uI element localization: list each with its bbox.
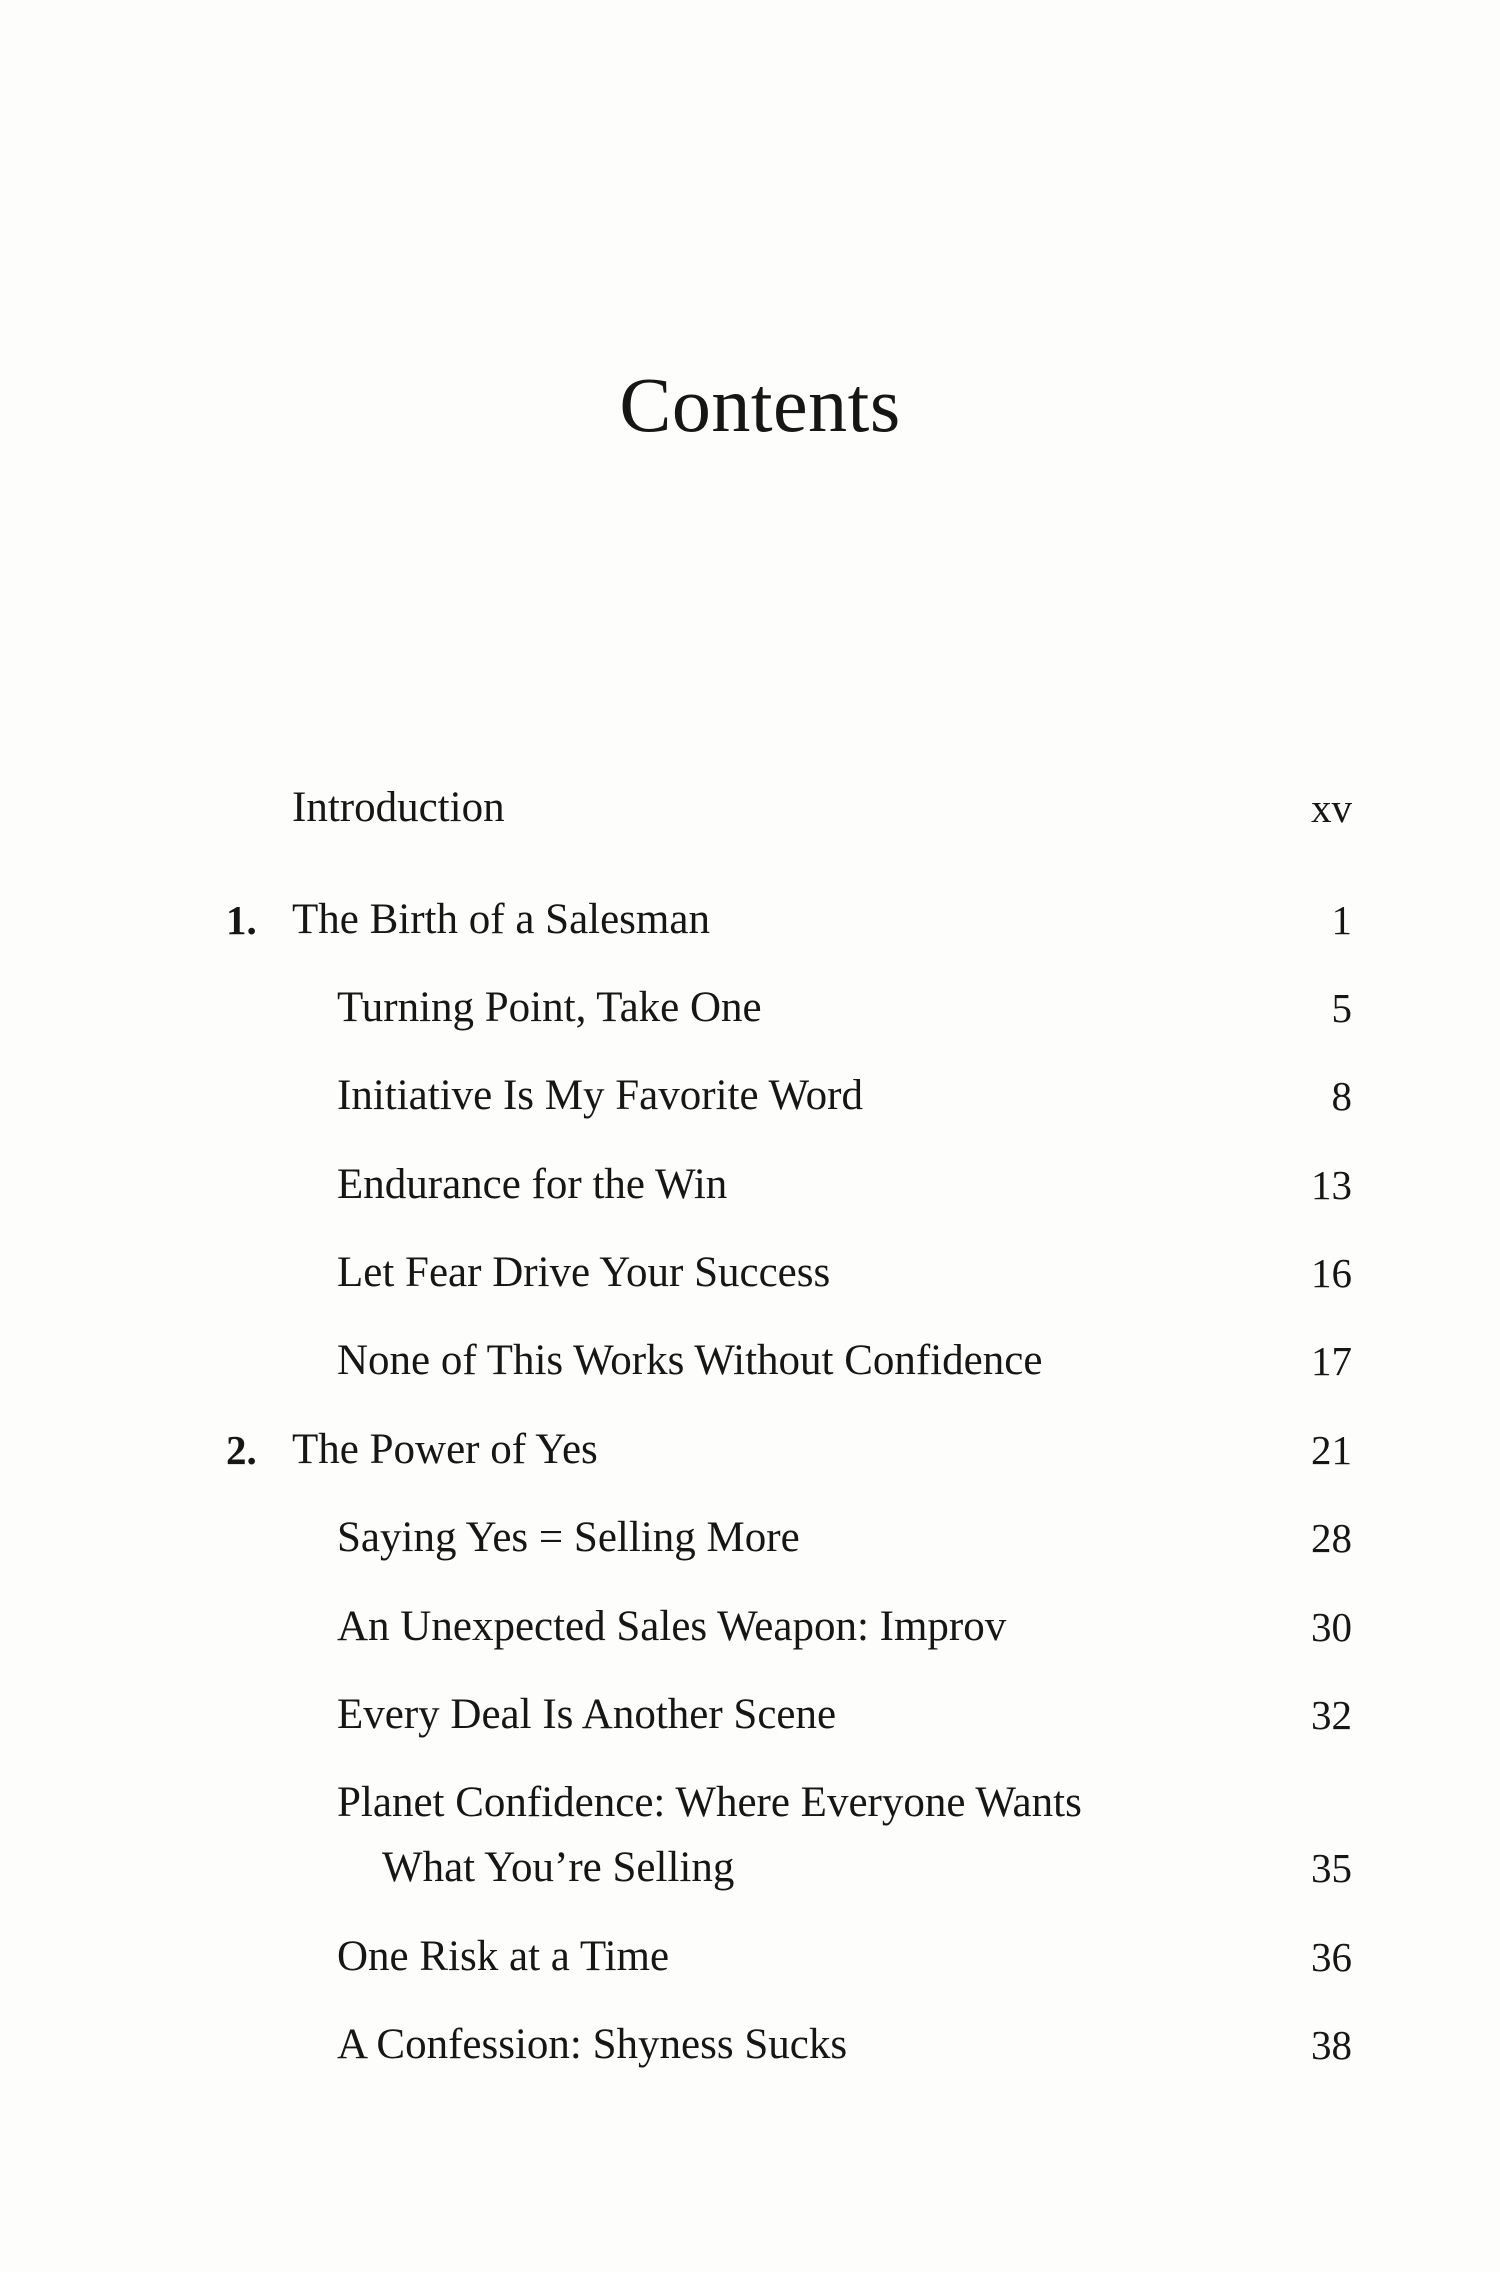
toc-entry-planet-confidence-cont: What You’re Selling xyxy=(382,1844,735,1891)
toc-page-confidence: 17 xyxy=(1311,1338,1352,1384)
toc-entry-chapter-2: The Power of Yes xyxy=(292,1426,598,1473)
page-title: Contents xyxy=(619,361,901,448)
chapter-number-2: 2. xyxy=(226,1427,257,1473)
toc-page-let-fear: 16 xyxy=(1311,1250,1352,1296)
toc-entry-confidence: None of This Works Without Confidence xyxy=(337,1337,1043,1384)
toc-page-chapter-2: 21 xyxy=(1311,1427,1352,1473)
toc-entry-introduction: Introduction xyxy=(292,784,505,831)
toc-entry-shyness: A Confession: Shyness Sucks xyxy=(337,2021,848,2068)
toc-page-another-scene: 32 xyxy=(1311,1692,1352,1738)
toc-page-initiative: 8 xyxy=(1331,1073,1352,1119)
toc-page-saying-yes: 28 xyxy=(1311,1515,1352,1561)
toc-entry-planet-confidence: Planet Confidence: Where Everyone Wants xyxy=(337,1779,1082,1826)
toc-page-introduction: xv xyxy=(1311,785,1352,831)
toc-page-planet-confidence: 35 xyxy=(1311,1845,1352,1891)
toc-page-improv: 30 xyxy=(1311,1604,1352,1650)
toc-entry-let-fear: Let Fear Drive Your Success xyxy=(337,1249,831,1296)
toc-entry-improv: An Unexpected Sales Weapon: Improv xyxy=(337,1603,1007,1650)
toc-page-turning-point: 5 xyxy=(1331,985,1352,1031)
toc-page-shyness: 38 xyxy=(1311,2022,1352,2068)
chapter-number-1: 1. xyxy=(226,897,257,943)
toc-entry-endurance: Endurance for the Win xyxy=(337,1161,728,1208)
toc-page-endurance: 13 xyxy=(1311,1162,1352,1208)
toc-entry-turning-point: Turning Point, Take One xyxy=(337,984,762,1031)
toc-entry-another-scene: Every Deal Is Another Scene xyxy=(337,1691,837,1738)
toc-page-one-risk: 36 xyxy=(1311,1934,1352,1980)
toc-entry-saying-yes: Saying Yes = Selling More xyxy=(337,1514,800,1561)
toc-entry-chapter-1: The Birth of a Salesman xyxy=(292,896,710,943)
toc-page-chapter-1: 1 xyxy=(1331,897,1352,943)
toc-entry-one-risk: One Risk at a Time xyxy=(337,1933,670,1980)
toc-entry-initiative: Initiative Is My Favorite Word xyxy=(337,1072,863,1119)
